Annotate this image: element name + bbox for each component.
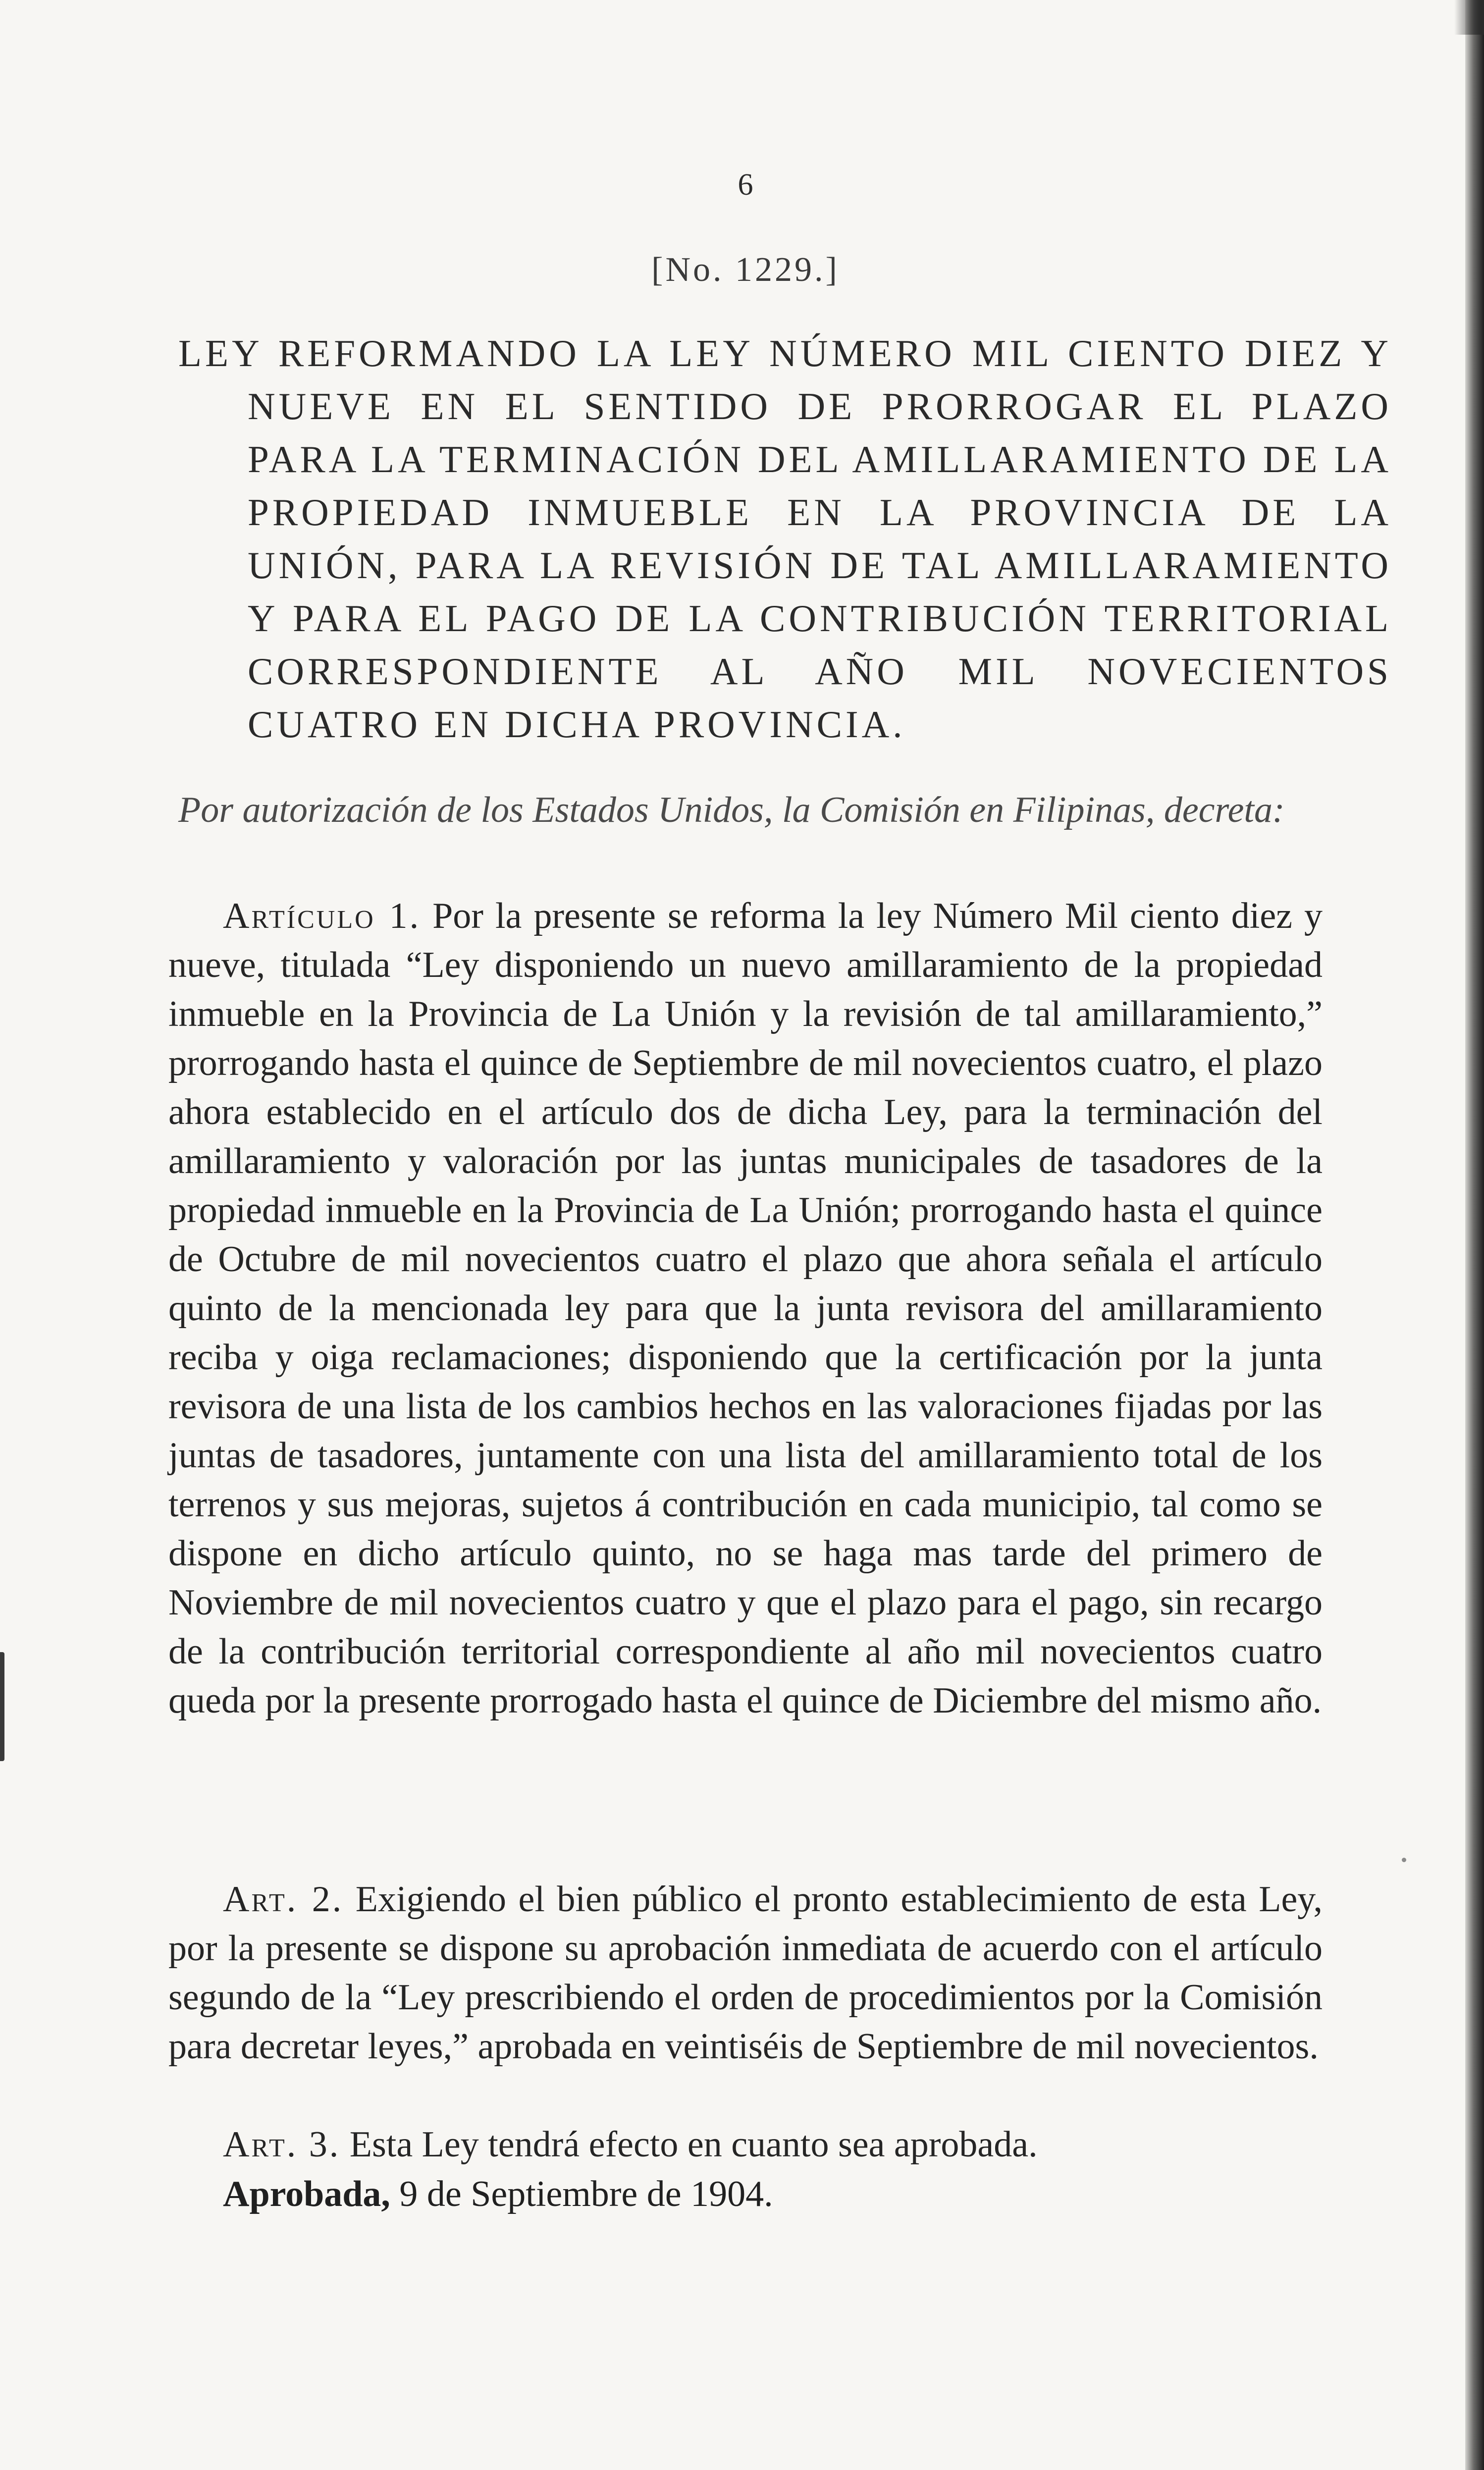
scan-right-edge-shadow (1465, 0, 1484, 2470)
article-text: Esta Ley tendrá efecto en cuanto sea aprobada. (349, 2124, 1038, 2165)
article-1 (168, 892, 1323, 1725)
approval-line (168, 2170, 1323, 2219)
article-3 (168, 2120, 1323, 2169)
scan-speck (1402, 1858, 1406, 1862)
approval-label: Aprobada, (223, 2174, 390, 2214)
article-label: Art. 3. (223, 2124, 341, 2165)
enacting-clause: Por autorización de los Estados Unidos, la Comisión en Filipinas, decreta: (178, 790, 1285, 830)
scan-corner-shadow (1454, 0, 1484, 35)
article-2 (168, 1875, 1323, 2071)
article-label: Artículo 1. (223, 896, 421, 936)
document-number: [No. 1229.] (651, 251, 840, 289)
article-text: Por la presente se reforma la ley Número Mil ciento diez y nueve, titulada “Ley disponiendo un nuevo amillaramiento de la propiedad inmueble en la Provincia de La Unión y la revisión de tal amillaramiento,” prorrogando hasta el quince de Septiembre de mil novecientos cuatro, el plazo ahora establecido en el artículo dos de dicha Ley, para la terminación del amillaramiento y valoración por las juntas municipales de tasadores de la propiedad inmueble en la Provincia de La Unión; prorrogando hasta el quince de Octubre de mil novecientos cuatro el plazo que ahora señala el artículo quinto de la mencionada ley para que la junta revisora del amillaramiento reciba y oiga reclamaciones; disponiendo que la certificación por la junta revisora de una lista de los cambios hechos en las valoraciones fijadas por las juntas de tasadores, juntamente con una lista del amillaramiento total de los terrenos y sus mejoras, sujetos á contribución en cada municipio, tal como se dispone en dicho artículo quinto, no se haga mas tarde del primero de Noviembre de mil novecientos cuatro y que el plazo para el pago, sin recargo de la contribución territorial correspondiente al año mil novecientos cuatro queda por la presente prorrogado hasta el quince de Diciembre del mismo año. (168, 896, 1323, 1721)
page-number: 6 (738, 168, 753, 202)
article-label: Art. 2. (223, 1879, 344, 1920)
law-title: LEY REFORMANDO LA LEY NÚMERO MIL CIENTO DIEZ Y NUEVE EN EL SENTIDO DE PRORROGAR EL PLAZO PARA LA TERMINACIÓN DEL AMILLARAMIENTO DE LA PROPIEDAD INMUEBLE EN LA PROVINCIA DE LA UNIÓN, PARA LA REVISIÓN DE TAL AMILLARAMIENTO Y PARA EL PAGO DE LA CONTRIBUCIÓN TERRITORIAL CORRESPONDIENTE AL AÑO MIL NOVECIENTOS CUATRO EN DICHA PROVINCIA. (178, 332, 1392, 746)
scan-edge-mark (0, 1652, 4, 1761)
approval-date: 9 de Septiembre de 1904. (399, 2174, 773, 2214)
article-text: Exigiendo el bien público el pronto establecimiento de esta Ley, por la presente se dispone su aprobación inmediata de acuerdo con el artículo segundo de la “Ley prescribiendo el orden de procedimientos por la Comisión para decretar leyes,” aprobada en veintiséis de Septiembre de mil novecientos. (168, 1879, 1323, 2067)
